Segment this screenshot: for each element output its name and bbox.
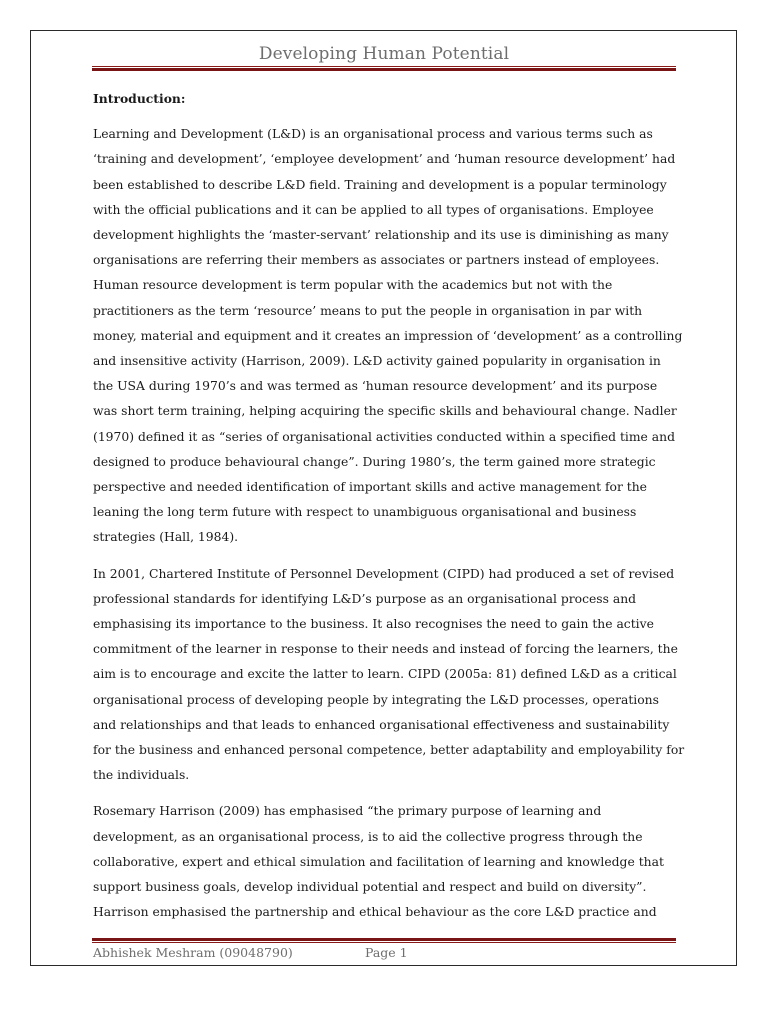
page-header-title: Developing Human Potential [258,44,510,64]
text-line: money, material and equipment and it creates an impression of ‘development’ as a controlling [93,328,683,343]
text-line: the USA during 1970’s and was termed as ‘human resource development’ and its purpose [93,379,658,394]
text-line: been established to describe L&D field. Training and development is a popular terminology [93,177,667,192]
text-line: with the official publications and it can be applied to all types of organisations. Employee [93,202,654,217]
footer-rule [92,938,676,943]
text-line: the individuals. [93,768,190,783]
text-line: perspective and needed identification of important skills and active management for the [93,480,647,495]
text-line: strategies (Hall, 1984). [93,530,239,545]
text-line: Learning and Development (L&D) is an organisational process and various terms such as [93,127,653,142]
footer-page-number: Page 1 [365,945,408,960]
text-line: Harrison emphasised the partnership and ethical behaviour as the core L&D practice and [93,905,657,920]
paragraph-2 [93,562,683,789]
text-line: In 2001, Chartered Institute of Personnel Development (CIPD) had produced a set of revised [93,566,675,581]
text-line: commitment of the learner in response to their needs and instead of forcing the learners, the [93,642,678,657]
text-line: designed to produce behavioural change”. During 1980’s, the term gained more strategic [93,454,656,469]
text-line: professional standards for identifying L&D’s purpose as an organisational process and [93,591,637,606]
header-rule [92,66,676,71]
text-line: practitioners as the term ‘resource’ means to put the people in organisation in par with [93,303,643,318]
footer-author: Abhishek Meshram (09048790) [93,945,293,960]
document-body [93,86,683,937]
text-line: support business goals, develop individual potential and respect and build on diversity”. [93,880,647,895]
text-line: Human resource development is term popular with the academics but not with the [93,278,613,293]
text-line: for the business and enhanced personal competence, better adaptability and employability for [93,743,685,758]
text-line: aim is to encourage and excite the latter to learn. CIPD (2005a: 81) defined L&D as a critical [93,667,677,682]
text-line: Rosemary Harrison (2009) has emphasised “the primary purpose of learning and [93,804,602,819]
text-line: development highlights the ‘master-servant’ relationship and its use is diminishing as many [93,228,669,243]
text-line: organisational process of developing people by integrating the L&D processes, operations [93,692,659,707]
text-line: leaning the long term future with respect to unambiguous organisational and business [93,505,637,520]
text-line: and insensitive activity (Harrison, 2009). L&D activity gained popularity in organisation in [93,354,661,369]
text-line: emphasising its importance to the business. It also recognises the need to gain the active [93,617,654,632]
section-heading: Introduction: [93,91,186,106]
text-line: was short term training, helping acquiring the specific skills and behavioural change. Nadler [93,404,677,419]
text-line: (1970) defined it as “series of organisational activities conducted within a specified time and [93,429,676,444]
text-line: development, as an organisational process, is to aid the collective progress through the [93,829,643,844]
text-line: organisations are referring their members as associates or partners instead of employees. [93,253,660,268]
text-line: ‘training and development’, ‘employee development’ and ‘human resource development’ had [93,152,676,167]
text-line: and relationships and that leads to enhanced organisational effectiveness and sustainability [93,717,670,732]
text-line: collaborative, expert and ethical simulation and facilitation of learning and knowledge that [93,854,664,869]
paragraph-3 [93,799,683,925]
paragraph-1 [93,122,683,550]
